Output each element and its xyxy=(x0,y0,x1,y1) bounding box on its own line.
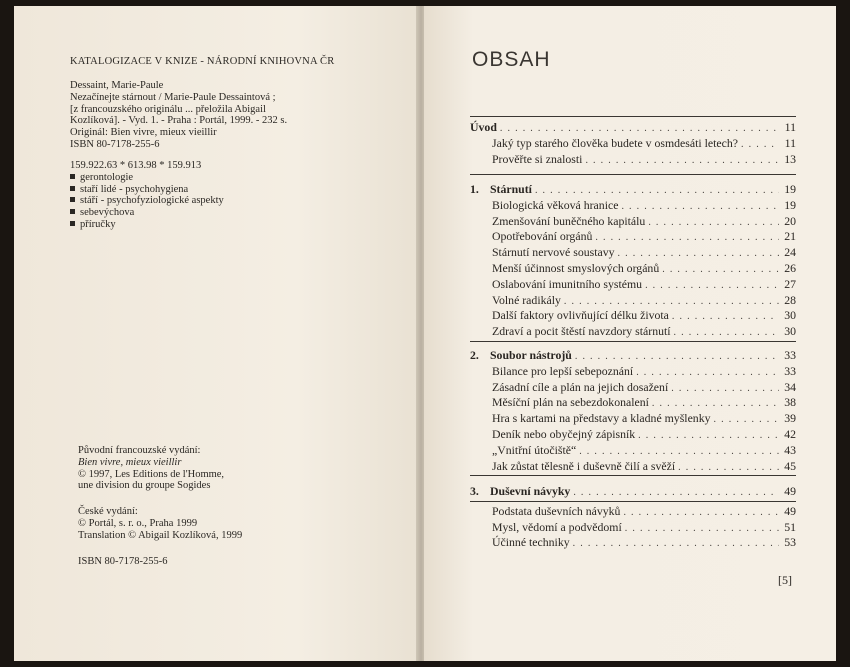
toc-section-heading: 2. Soubor nástrojů . . . 33 xyxy=(470,348,796,364)
catalog-heading: KATALOGIZACE V KNIZE - NÁRODNÍ KNIHOVNA ČR xyxy=(70,56,335,67)
original-title: Bien vivre, mieux vieillir xyxy=(78,456,182,468)
classification-block xyxy=(70,160,224,231)
toc-entry: Zdraví a pocit štěstí navzdory stárnutí . . . 30 xyxy=(470,324,796,340)
toc-section-heading: 1. Stárnutí . . . 19 xyxy=(470,182,796,198)
catalog-line: Kozlíková]. - Vyd. 1. - Praha : Portál, 1999. - 232 s. xyxy=(70,115,288,127)
toc-section xyxy=(470,348,796,474)
toc-section-heading: 3. Duševní návyky . . . 49 xyxy=(470,484,796,500)
catalog-line: Dessaint, Marie-Paule xyxy=(70,80,164,91)
toc-entry: Stárnutí nervové soustavy . . . 24 xyxy=(470,245,796,261)
subject-item: gerontologie xyxy=(70,172,224,184)
toc-section xyxy=(470,120,796,167)
bullet-icon xyxy=(70,186,75,191)
toc-entry: Deník nebo obyčejný zápisník . . . 42 xyxy=(470,427,796,443)
toc-entry: Účinné techniky . . . 53 xyxy=(470,535,796,551)
classification-code: 159.922.63 * 613.98 * 159.913 xyxy=(70,160,202,171)
toc-entry: Hra s kartami na představy a kladné myšlenky . . . 39 xyxy=(470,411,796,427)
toc-entry: Jak zůstat tělesně i duševně čilí a svěží . . . 45 xyxy=(470,459,796,475)
toc-entry: „Vnitřní útočiště“ . . . 43 xyxy=(470,443,796,459)
bullet-icon xyxy=(70,209,75,214)
toc-section xyxy=(470,182,796,340)
toc-entry: Měsíční plán na sebezdokonalení . . . 38 xyxy=(470,395,796,411)
subject-item: stáří - psychofyziologické aspekty xyxy=(70,195,224,207)
toc-entry: Oslabování imunitního systému . . . 27 xyxy=(470,277,796,293)
toc-entry: Zásadní cíle a plán na jejich dosažení . . . 34 xyxy=(470,380,796,396)
toc-entry: Jaký typ starého člověka budete v osmdesáti letech? . . . 11 xyxy=(470,136,796,152)
divider xyxy=(470,475,796,476)
toc-entry: Prověřte si znalosti . . . 13 xyxy=(470,152,796,168)
toc-entry: Volné radikály . . . 28 xyxy=(470,293,796,309)
bullet-icon xyxy=(70,221,75,226)
toc-entry: Další faktory ovlivňující délku života . . . 30 xyxy=(470,308,796,324)
page-number: [5] xyxy=(778,573,792,587)
czech-edition: České vydání: © Portál, s. r. o., Praha 1999 Translation © Abigail Kozlíková, 1999 xyxy=(78,506,243,541)
isbn: ISBN 80-7178-255-6 xyxy=(78,556,168,567)
subject-item: staří lidé - psychohygiena xyxy=(70,184,224,196)
toc-section xyxy=(470,484,796,551)
toc-entry: Podstata duševních návyků . . . 49 xyxy=(470,504,796,520)
catalog-line: [z francouzského originálu ... přeložila Abigail xyxy=(70,103,266,115)
catalog-line: Nezačínejte stárnout / Marie-Paule Dessaintová ; xyxy=(70,91,276,103)
divider xyxy=(470,341,796,342)
page-title: OBSAH xyxy=(472,48,551,71)
divider xyxy=(470,501,796,502)
toc-entry: Zmenšování buněčného kapitálu . . . 20 xyxy=(470,214,796,230)
toc-entry: Biologická věková hranice . . . 19 xyxy=(470,198,796,214)
toc-entry: Bilance pro lepší sebepoznání . . . 33 xyxy=(470,364,796,380)
subject-item: sebevýchova xyxy=(70,207,224,219)
bullet-icon xyxy=(70,174,75,179)
catalog-record xyxy=(70,80,287,151)
subject-item: příručky xyxy=(70,219,224,231)
toc-entry: Mysl, vědomí a podvědomí . . . 51 xyxy=(470,520,796,536)
catalog-line: ISBN 80-7178-255-6 xyxy=(70,138,160,150)
bullet-icon xyxy=(70,197,75,202)
toc-section-heading: Úvod . . . 11 xyxy=(470,120,796,136)
catalog-line: Originál: Bien vivre, mieux vieillir xyxy=(70,127,217,139)
divider xyxy=(470,116,796,117)
toc-entry: Menší účinnost smyslových orgánů . . . 26 xyxy=(470,261,796,277)
divider xyxy=(470,174,796,175)
toc-entry: Opotřebování orgánů . . . 21 xyxy=(470,229,796,245)
original-edition: Původní francouzské vydání: Bien vivre, mieux vieillir © 1997, Les Editions de l'Homme, une division du groupe Sogides xyxy=(78,445,225,492)
